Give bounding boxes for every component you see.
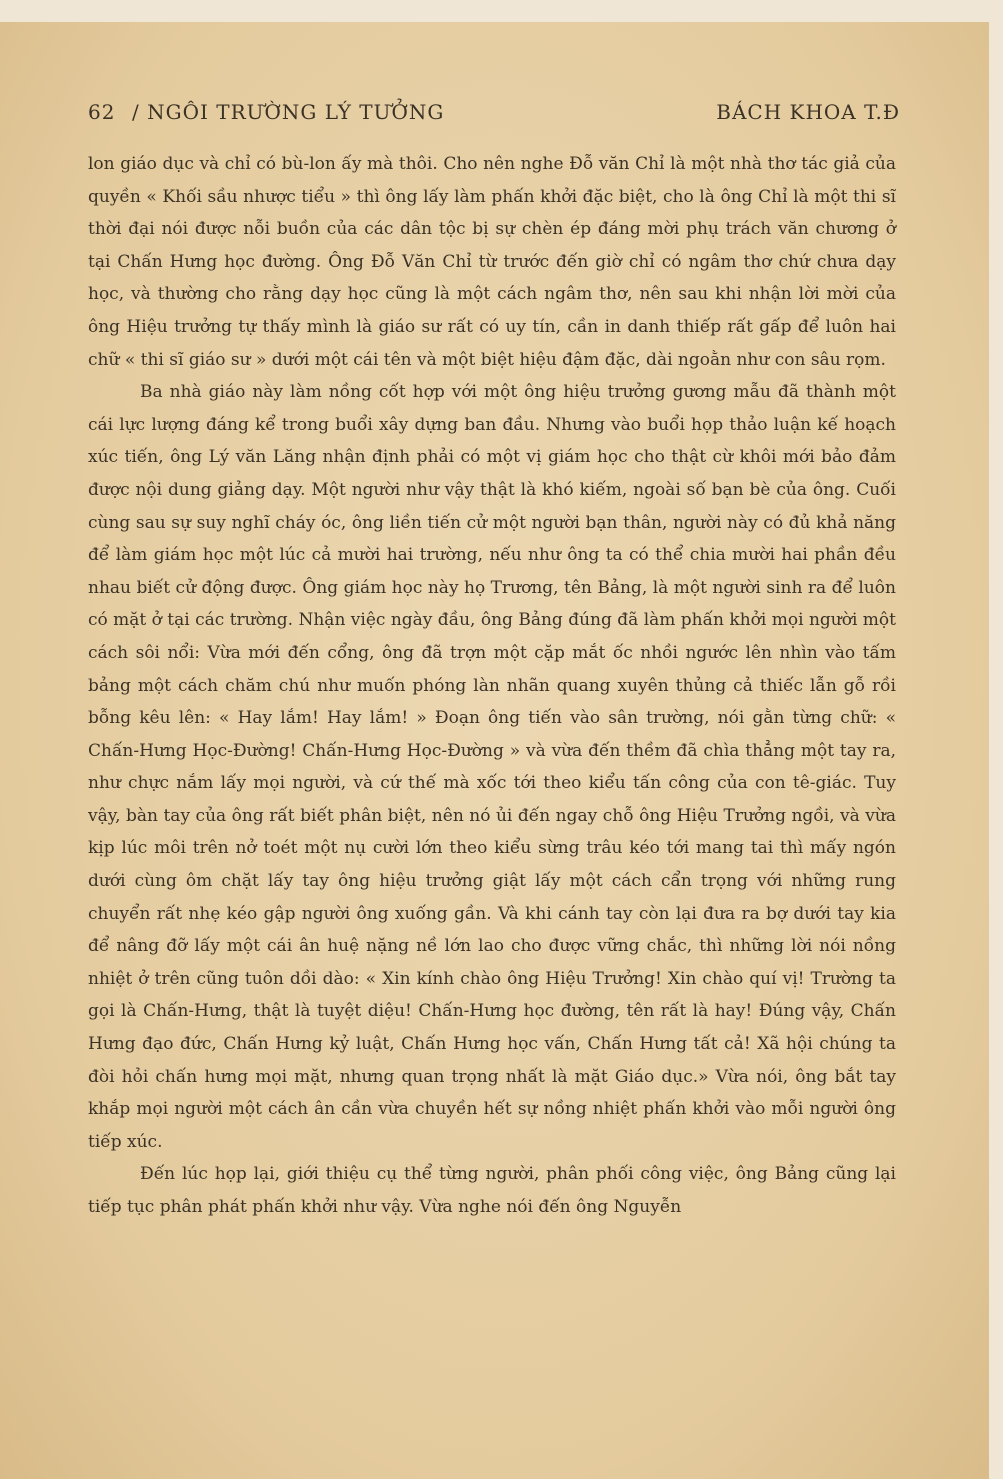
article-body	[88, 148, 896, 1224]
page-edge-right	[989, 0, 1003, 1479]
paragraph-2: Ba nhà giáo này làm nồng cốt hợp với một ông hiệu trưởng gương mẫu đã thành một cái lực lượng đáng kể trong buổi xây dựng ban đầu. Nhưng vào buổi họp thảo luận kế hoạch xúc tiến, ông Lý văn Lăng nhận định phải có một vị giám học cho thật cừ khôi mới bảo đảm được nội dung giảng dạy. Một người như vậy thật là khó kiếm, ngoài số bạn bè của ông. Cuối cùng sau sự suy nghĩ cháy óc, ông liền tiến cử một người bạn thân, người này có đủ khả năng để làm giám học một lúc cả mười hai trường, nếu như ông ta có thể chia mười hai phần đều nhau biết cử động được. Ông giám học này họ Trương, tên Bảng, là một người sinh ra để luôn có mặt ở tại các trường. Nhận việc ngày đầu, ông Bảng đúng đã làm phấn khởi mọi người một cách sôi nổi: Vừa mới đến cổng, ông đã trợn một cặp mắt ốc nhồi ngước lên nhìn vào tấm bảng một cách chăm chú như muốn phóng làn nhãn quang xuyên thủng cả thiếc lẫn gỗ rồi bỗng kêu lên: « Hay lắm! Hay lắm! » Đoạn ông tiến vào sân trường, nói gằn từng chữ: « Chấn-Hưng Học-Đường! Chấn-Hưng Học-Đường » và vừa đến thềm đã chìa thẳng một tay ra, như chực nắm lấy mọi người, và cứ thế mà xốc tới theo kiểu tấn công của con tê-giác. Tuy vậy, bàn tay của ông rất biết phân biệt, nên nó ủi đến ngay chỗ ông Hiệu Trưởng ngồi, và vừa kịp lúc môi trên nở toét một nụ cười lớn theo kiểu sừng trâu kéo tới mang tai thì mấy ngón dưới cùng ôm chặt lấy tay ông hiệu trưởng giật lấy một cách cẩn trọng với những rung chuyển rất nhẹ kéo gập người ông xuống gần. Và khi cánh tay còn lại đưa ra bợ dưới tay kia để nâng đỡ lấy một cái ân huệ nặng nề lớn lao cho được vững chắc, thì những lời nói nồng nhiệt ở trên cũng tuôn dồi dào: « Xin kính chào ông Hiệu Trưởng! Xin chào quí vị! Trường ta gọi là Chấn-Hưng, thật là tuyệt diệu! Chấn-Hưng học đường, tên rất là hay! Đúng vậy, Chấn Hưng đạo đức, Chấn Hưng kỷ luật, Chấn Hưng học vấn, Chấn Hưng tất cả! Xã hội chúng ta đòi hỏi chấn hưng mọi mặt, nhưng quan trọng nhất là mặt Giáo dục.» Vừa nói, ông bắt tay khắp mọi người một cách ân cần vừa chuyền hết sự nồng nhiệt phấn khởi vào mỗi người ông tiếp xúc.	[88, 382, 896, 1152]
paragraph-1: lon giáo dục và chỉ có bù-lon ấy mà thôi. Cho nên nghe Đỗ văn Chỉ là một nhà thơ tác giả của quyền « Khối sầu nhược tiểu » thì ông lấy làm phấn khởi đặc biệt, cho là ông Chỉ là một thi sĩ thời đại nói được nỗi buồn của các dân tộc bị sự chèn ép đáng mời phụ trách văn chương ở tại Chấn Hưng học đường. Ông Đỗ Văn Chỉ từ trước đến giờ chỉ có ngâm thơ chứ chưa dạy học, và thường cho rằng dạy học cũng là một cách ngâm thơ, nên sau khi nhận lời mời của ông Hiệu trưởng tự thấy mình là giáo sư rất có uy tín, cần in danh thiếp rất gấp để luôn hai chữ « thi sĩ giáo sư » dưới một cái tên và một biệt hiệu đậm đặc, dài ngoằn như con sâu rọm.	[88, 154, 896, 370]
page-edge-top	[0, 0, 1003, 22]
running-title: / NGÔI TRƯỜNG LÝ TƯỞNG	[132, 100, 445, 124]
page-header	[88, 96, 900, 128]
page-number: 62	[88, 100, 116, 124]
paragraph-3: Đến lúc họp lại, giới thiệu cụ thể từng người, phân phối công việc, ông Bảng cũng lại tiếp tục phân phát phấn khởi như vậy. Vừa nghe nói đến ông Nguyễn	[88, 1164, 896, 1217]
publication-name: BÁCH KHOA T.Đ	[716, 100, 900, 124]
